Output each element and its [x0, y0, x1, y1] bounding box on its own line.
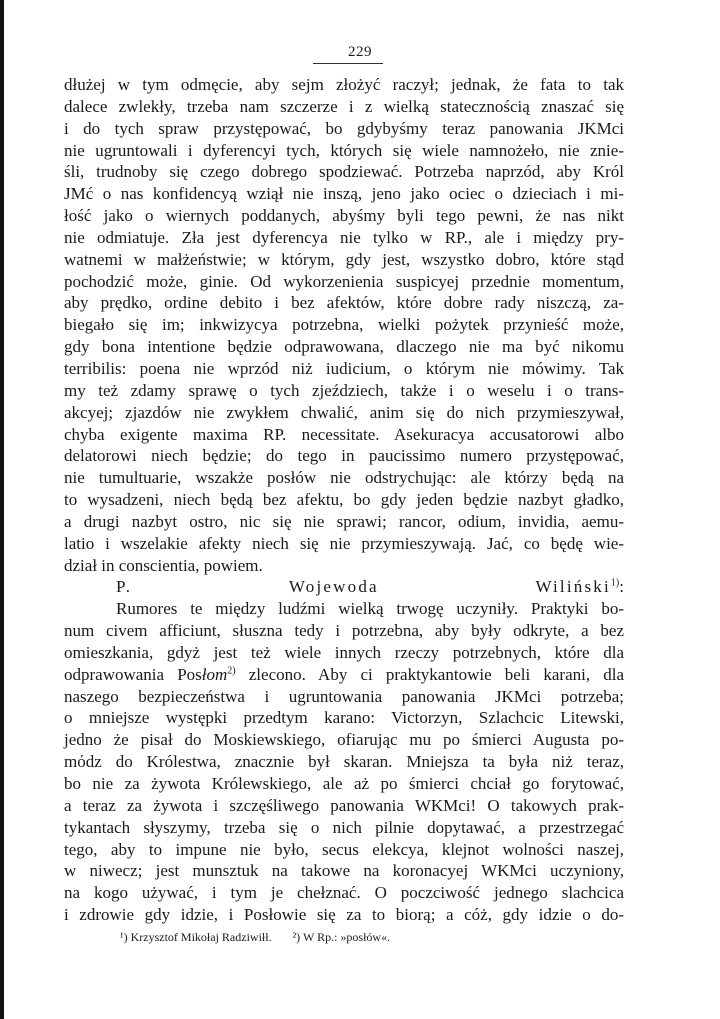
- text-line: a teraz za żywota i szczęśliwego panowania WKMci! O takowych prak-: [64, 795, 624, 815]
- text-line: latio i wszelakie afekty niech się nie przymieszywają. Jać, co będę wie-: [64, 533, 624, 553]
- text-line: dłużej w tym odmęcie, aby sejm złożyć raczył; jednak, że fata to tak: [64, 75, 624, 94]
- text-line: dział in conscientia, powiem.: [64, 555, 263, 575]
- text-line: my też zdamy sprawę o tych zjeździech, także i o weselu i o trans-: [64, 380, 624, 400]
- text-line: a drugi nazbyt ostro, nic się nie sprawi; rancor, odium, invidia, aemu-: [64, 511, 624, 531]
- text-line: chyba exigente maxima RP. necessitate. Asekuracya accusatorowi albo: [64, 424, 624, 444]
- footnote-ref: 1): [610, 577, 620, 589]
- text-line: to wysadzeni, niech będą bez afektu, bo gdy jeden będzie nazbyt gładko,: [64, 490, 624, 510]
- text-line: śli, trudnoby się czego dobrego spodziewać. Potrzeba naprzód, aby Król: [64, 162, 624, 182]
- text-line: mόdz do Królestwa, znacznie był skaran. Mniejsza ta była niż teraz,: [64, 752, 624, 772]
- text-line: jedno że pisał do Moskiewskiego, ofiarując mu po śmierci Augusta po-: [64, 730, 624, 750]
- text-line: biegało się im; inkwizycya potrzebna, wielki pożytek przynieść może,: [64, 315, 624, 335]
- text-line: omieszkania, gdyż jest też wiele innych rzeczy potrzebnych, które dla: [64, 642, 624, 662]
- text-line: watnemi w małżeństwie; w którym, gdy jest, wszystko dobro, które stąd: [64, 249, 624, 269]
- text-line: JMć o nas konfidencyą wziął nie inszą, jeno jako ociec o dzieciach i mi-: [64, 184, 624, 204]
- speaker-heading: [64, 576, 624, 598]
- text-line: tego, aby to impune nie było, secus elekcya, klejnot wolności naszej,: [64, 839, 624, 859]
- text-line: naszego bezpieczeństwa i ugruntowania panowania JKMci potrzeba;: [64, 686, 624, 706]
- page-number-rule: [313, 63, 383, 64]
- speaker-colon: :: [619, 577, 624, 597]
- text-line: nie odmiatuje. Zła jest dyferencya nie tylko w RP., ale i między pry-: [64, 227, 624, 247]
- scan-edge: [0, 0, 4, 1019]
- text-line: akcyej; zjazdów nie zwykłem chwalić, anim się do nich przymieszywał,: [64, 402, 624, 422]
- text-line: dalece zwlekły, trzeba nam szczerze i z wielką statecznością znaszać się: [64, 96, 624, 116]
- text-line: Rumores te między ludźmi wielką trwogę uczyniły. Praktyki bo-: [116, 599, 624, 619]
- text-line: na kogo używać, i tym je chełznać. O poczciwość jednego slachcica: [64, 883, 624, 903]
- text-line: i do tych spraw przystępować, bo gdybyśmy teraz panowania JKMci: [64, 118, 624, 138]
- text-line: nie tumultuarie, wszakże posłów nie odstrychując: ale którzy będą na: [64, 468, 624, 488]
- text-line: gdy bona intentione będzie odprawowana, dlaczego nie ma być nikomu: [64, 337, 624, 357]
- text-line: bo nie za żywota Królewskiego, ale aż po śmierci chciał go forytować,: [64, 774, 624, 793]
- footnotes: [120, 930, 408, 945]
- paragraph-2: [64, 598, 624, 926]
- footnote-1: ¹) Krzysztof Mikołaj Radziwiłł.: [120, 930, 272, 944]
- text-line: delatorowi niech będzie; do tego in paucissimo numero przystępować,: [64, 446, 624, 466]
- text-line: num civem afficiunt, słuszna tedy i potrzebna, aby były odkryte, a bez: [64, 621, 624, 641]
- text-line: o mniejsze występki przedtym karano: Victorzyn, Szlachcic Litewski,: [64, 708, 624, 728]
- text-line: łość jako o wiernych poddanych, abyśmy byli tego pewni, że nas nikt: [64, 206, 624, 226]
- paragraph-1: [64, 74, 624, 576]
- text-line: tykantach słyszymy, trzeba się o nich pilnie dopytawać, a przestrzegać: [64, 817, 624, 837]
- text-line: pochodzić może, ginie. Od wykorzenienia suspicyej przednie momentum,: [64, 271, 624, 291]
- text-line: w niwecz; jest munsztuk na takowe na koronacyej WKMci uczyniony,: [64, 861, 624, 881]
- body-text: [64, 74, 624, 926]
- text-line: odprawowania Posłom$^{2)}$ zlecono. Aby ci praktykantowie beli karani, dla: [64, 664, 624, 684]
- text-line: aby prędko, ordine debito i bez afektów, które dobre rady niszczą, za-: [64, 293, 624, 313]
- footnote-ref: 2): [227, 665, 236, 677]
- footnote-2: ²) W Rp.: »posłów«.: [292, 930, 391, 944]
- page-number: 229: [348, 44, 372, 60]
- speaker-name: P. Wojewoda Wiliński: [116, 577, 611, 597]
- text-line: nie ugruntowali i dyferencyi tych, których się wiele namnożeło, nie znie-: [64, 140, 624, 160]
- text-line: terribilis: poena nie wprzód niż iudicium, o którym nie mówimy. Tak: [64, 358, 624, 378]
- text-line: i zdrowie gdy idzie, i Posłowie się za to biorą; a cóż, gdy idzie o do-: [64, 905, 624, 925]
